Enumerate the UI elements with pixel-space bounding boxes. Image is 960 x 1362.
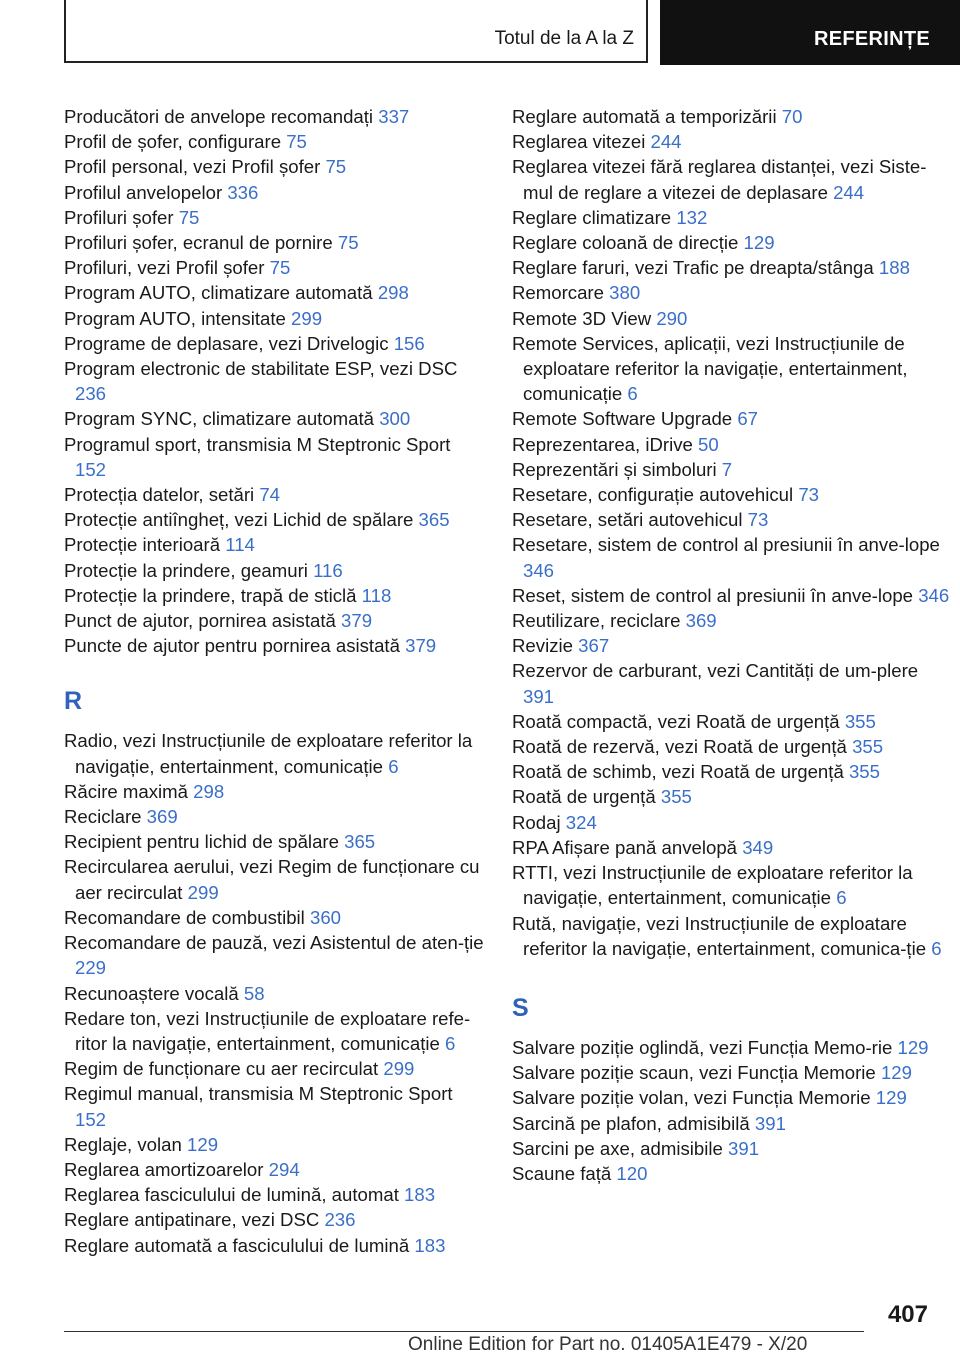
entry-text: Remote Services, aplicații, vezi Instrucțiunile de exploatare referitor la navigație, entertainment, comunicație bbox=[512, 332, 908, 405]
entry-page-link[interactable]: 70 bbox=[781, 106, 803, 127]
entry-page-link[interactable]: 391 bbox=[523, 685, 555, 707]
index-entry bbox=[512, 532, 952, 582]
entry-page-link[interactable]: 294 bbox=[268, 1158, 300, 1180]
index-group-r bbox=[64, 728, 484, 1257]
index-entry bbox=[64, 205, 484, 230]
index-entry bbox=[512, 734, 952, 759]
entry-page-link[interactable]: 183 bbox=[414, 1234, 446, 1256]
index-entry bbox=[64, 1081, 484, 1131]
entry-text: Rută, navigație, vezi Instrucțiunile de exploatare referitor la navigație, entertainment, comunica-ție bbox=[512, 912, 927, 959]
entry-text: Profiluri șofer bbox=[64, 206, 174, 228]
index-entry bbox=[64, 280, 484, 305]
index-entry bbox=[512, 810, 952, 835]
entry-page-link[interactable]: 229 bbox=[75, 957, 107, 979]
index-entry bbox=[64, 482, 484, 507]
entry-text: Rezervor de carburant, vezi Cantități de um-plere bbox=[512, 660, 919, 682]
entry-page-link[interactable]: 58 bbox=[243, 982, 265, 1004]
entry-page-link[interactable]: 73 bbox=[747, 509, 769, 531]
index-entry bbox=[512, 432, 952, 457]
entry-page-link[interactable]: 299 bbox=[383, 1058, 415, 1080]
entry-page-link[interactable]: 355 bbox=[852, 736, 884, 758]
index-entry bbox=[512, 104, 952, 129]
index-entry bbox=[512, 129, 952, 154]
entry-page-link[interactable]: 299 bbox=[291, 307, 323, 329]
entry-text: Reglare automată a fasciculului de lumină bbox=[64, 1234, 410, 1256]
entry-text: Program AUTO, intensitate bbox=[64, 307, 286, 329]
index-group-p bbox=[64, 104, 484, 658]
entry-page-link[interactable]: 7 bbox=[721, 458, 733, 480]
entry-page-link[interactable]: 67 bbox=[737, 408, 758, 430]
entry-page-link[interactable]: 379 bbox=[341, 610, 373, 632]
entry-page-link[interactable]: 6 bbox=[931, 937, 942, 959]
entry-text: Reglare antipatinare, vezi DSC bbox=[64, 1209, 320, 1231]
index-entry bbox=[512, 1060, 952, 1085]
index-entry bbox=[512, 759, 952, 784]
entry-text: Program electronic de stabilitate ESP, vezi DSC bbox=[64, 358, 458, 380]
entry-text: Roată de schimb, vezi Roată de urgență bbox=[512, 761, 844, 783]
entry-text: Reglaje, volan bbox=[64, 1133, 182, 1155]
index-entry bbox=[64, 1207, 484, 1232]
entry-page-link[interactable]: 132 bbox=[676, 206, 708, 228]
index-entry bbox=[64, 1132, 484, 1157]
entry-page-link[interactable]: 74 bbox=[259, 484, 281, 506]
index-group-s bbox=[512, 1035, 952, 1186]
entry-page-link[interactable]: 336 bbox=[227, 181, 259, 203]
entry-page-link[interactable]: 324 bbox=[565, 811, 597, 833]
index-entry bbox=[512, 860, 952, 910]
entry-page-link[interactable]: 188 bbox=[878, 257, 910, 279]
entry-text: Rodaj bbox=[512, 811, 561, 833]
entry-page-link[interactable]: 300 bbox=[379, 408, 411, 430]
entry-text: Roată de urgență bbox=[512, 786, 656, 808]
entry-text: Profiluri șofer, ecranul de pornire bbox=[64, 232, 333, 254]
index-column-right bbox=[512, 104, 952, 1186]
entry-page-link[interactable]: 116 bbox=[313, 559, 343, 581]
entry-page-link[interactable]: 365 bbox=[418, 509, 450, 531]
entry-page-link[interactable]: 114 bbox=[225, 534, 255, 556]
index-entry bbox=[64, 1056, 484, 1081]
entry-text: Protecție antiîngheț, vezi Lichid de spălare bbox=[64, 509, 414, 531]
entry-page-link[interactable]: 367 bbox=[578, 635, 610, 657]
entry-page-link[interactable]: 129 bbox=[875, 1087, 907, 1109]
entry-page-link[interactable]: 391 bbox=[728, 1137, 760, 1159]
entry-text: Program SYNC, climatizare automată bbox=[64, 408, 375, 430]
entry-page-link[interactable]: 244 bbox=[833, 181, 865, 203]
index-entry bbox=[64, 854, 484, 904]
entry-page-link[interactable]: 369 bbox=[685, 610, 717, 632]
entry-text: Reglare automată a temporizării bbox=[512, 106, 777, 127]
index-entry bbox=[512, 255, 952, 280]
entry-text: Regimul manual, transmisia M Steptronic Sport bbox=[64, 1083, 453, 1105]
entry-page-link[interactable]: 152 bbox=[75, 1108, 107, 1130]
entry-text: Punct de ajutor, pornirea asistată bbox=[64, 610, 336, 632]
index-entry bbox=[512, 1161, 952, 1186]
index-entry bbox=[512, 507, 952, 532]
footer-divider bbox=[64, 1331, 864, 1332]
footer-edition: Online Edition for Part no. 01405A1E479 - X/20 bbox=[408, 1334, 808, 1355]
entry-page-link[interactable]: 129 bbox=[880, 1062, 912, 1084]
entry-page-link[interactable]: 75 bbox=[178, 206, 200, 228]
index-entry bbox=[512, 583, 952, 608]
entry-text: Recircularea aerului, vezi Regim de funcționare cu aer recirculat bbox=[64, 856, 480, 903]
entry-page-link[interactable]: 118 bbox=[361, 584, 392, 606]
entry-text: Remorcare bbox=[512, 282, 604, 304]
index-entry bbox=[64, 1006, 484, 1056]
entry-text: RPA Afișare pană anvelopă bbox=[512, 836, 738, 858]
index-entry bbox=[512, 835, 952, 860]
entry-page-link[interactable]: 236 bbox=[75, 383, 107, 405]
entry-text: Revizie bbox=[512, 635, 573, 657]
entry-text: Sarcină pe plafon, admisibilă bbox=[512, 1112, 750, 1134]
index-entry bbox=[64, 104, 484, 129]
entry-text: Profiluri, vezi Profil șofer bbox=[64, 257, 265, 279]
entry-page-link[interactable]: 6 bbox=[445, 1032, 456, 1054]
entry-page-link[interactable]: 75 bbox=[337, 232, 359, 254]
entry-page-link[interactable]: 365 bbox=[344, 831, 376, 853]
entry-text: Profil personal, vezi Profil șofer bbox=[64, 156, 321, 178]
entry-text: Reglare climatizare bbox=[512, 206, 672, 228]
index-entry bbox=[64, 633, 484, 658]
entry-page-link[interactable]: 346 bbox=[523, 559, 555, 581]
index-entry bbox=[512, 406, 952, 431]
index-entry bbox=[512, 331, 952, 407]
index-entry bbox=[64, 779, 484, 804]
index-entry bbox=[512, 457, 952, 482]
index-entry bbox=[64, 558, 484, 583]
entry-page-link[interactable]: 355 bbox=[848, 761, 880, 783]
entry-page-link[interactable]: 183 bbox=[404, 1184, 436, 1206]
entry-page-link[interactable]: 299 bbox=[187, 881, 219, 903]
entry-text: Protecție la prindere, trapă de sticlă bbox=[64, 584, 357, 606]
index-entry bbox=[512, 230, 952, 255]
index-entry bbox=[64, 829, 484, 854]
entry-text: Răcire maximă bbox=[64, 780, 188, 802]
entry-page-link[interactable]: 379 bbox=[405, 635, 437, 657]
entry-page-link[interactable]: 391 bbox=[754, 1112, 786, 1134]
entry-text: Reset, sistem de control al presiunii în anve-lope bbox=[512, 584, 914, 606]
index-entry bbox=[512, 154, 952, 204]
entry-page-link[interactable]: 75 bbox=[286, 131, 307, 153]
index-entry bbox=[512, 911, 952, 961]
entry-page-link[interactable]: 298 bbox=[377, 282, 409, 304]
index-entry bbox=[64, 255, 484, 280]
entry-text: Resetare, configurație autovehicul bbox=[512, 484, 794, 506]
entry-page-link[interactable]: 355 bbox=[660, 786, 692, 808]
page-number: 407 bbox=[887, 1301, 928, 1328]
section-title: Totul de la A la Z bbox=[494, 28, 634, 49]
index-entry bbox=[64, 306, 484, 331]
entry-text: Regim de funcționare cu aer recirculat bbox=[64, 1058, 379, 1080]
entry-text: Reglare faruri, vezi Trafic pe dreapta/stânga bbox=[512, 257, 874, 279]
entry-text: Roată de rezervă, vezi Roată de urgență bbox=[512, 736, 847, 758]
index-entry bbox=[64, 804, 484, 829]
entry-text: Reglarea fasciculului de lumină, automat bbox=[64, 1184, 399, 1206]
index-entry bbox=[64, 432, 484, 482]
entry-page-link[interactable]: 73 bbox=[798, 484, 819, 506]
entry-text: Reglare coloană de direcție bbox=[512, 232, 739, 254]
index-entry bbox=[64, 728, 484, 778]
index-entry bbox=[512, 482, 952, 507]
entry-text: Protecția datelor, setări bbox=[64, 484, 255, 506]
entry-page-link[interactable]: 290 bbox=[656, 307, 688, 329]
index-entry bbox=[64, 180, 484, 205]
entry-text: Recomandare de combustibil bbox=[64, 906, 305, 928]
entry-text: Remote 3D View bbox=[512, 307, 652, 329]
entry-text: Salvare poziție volan, vezi Funcția Memorie bbox=[512, 1087, 871, 1109]
entry-text: Profil de șofer, configurare bbox=[64, 131, 282, 153]
entry-page-link[interactable]: 337 bbox=[378, 106, 410, 127]
index-entry bbox=[512, 633, 952, 658]
entry-text: Reprezentarea, iDrive bbox=[512, 433, 693, 455]
entry-text: Reprezentări și simboluri bbox=[512, 458, 717, 480]
entry-page-link[interactable]: 129 bbox=[187, 1133, 219, 1155]
entry-text: Scaune față bbox=[512, 1162, 612, 1184]
index-entry bbox=[64, 507, 484, 532]
index-entry bbox=[512, 709, 952, 734]
index-entry bbox=[64, 930, 484, 980]
entry-text: Reglarea amortizoarelor bbox=[64, 1158, 264, 1180]
index-letter-r: R bbox=[64, 687, 83, 716]
entry-page-link[interactable]: 369 bbox=[146, 806, 178, 828]
index-entry bbox=[512, 306, 952, 331]
index-entry bbox=[64, 905, 484, 930]
entry-page-link[interactable]: 244 bbox=[650, 131, 682, 153]
index-entry bbox=[512, 1111, 952, 1136]
entry-text: Puncte de ajutor pentru pornirea asistată bbox=[64, 635, 400, 657]
entry-page-link[interactable]: 355 bbox=[844, 710, 876, 732]
entry-page-link[interactable]: 152 bbox=[75, 458, 107, 480]
index-entry bbox=[64, 608, 484, 633]
entry-text: Program AUTO, climatizare automată bbox=[64, 282, 373, 304]
index-entry bbox=[64, 981, 484, 1006]
entry-text: Resetare, sistem de control al presiunii în anve-lope bbox=[512, 534, 940, 556]
entry-page-link[interactable]: 129 bbox=[743, 232, 775, 254]
entry-text: Recipient pentru lichid de spălare bbox=[64, 831, 339, 853]
entry-page-link[interactable]: 75 bbox=[269, 257, 291, 279]
entry-text: Protecție la prindere, geamuri bbox=[64, 559, 308, 581]
entry-text: Producători de anvelope recomandați bbox=[64, 106, 374, 127]
index-entry bbox=[64, 230, 484, 255]
entry-page-link[interactable]: 380 bbox=[609, 282, 641, 304]
entry-page-link[interactable]: 349 bbox=[742, 836, 774, 858]
index-entry bbox=[64, 356, 484, 406]
entry-text: Protecție interioară bbox=[64, 534, 221, 556]
entry-text: Reglarea vitezei fără reglarea distanței, vezi Siste-mul de reglare a vitezei de deplasare bbox=[512, 156, 927, 203]
entry-page-link[interactable]: 129 bbox=[897, 1036, 929, 1058]
entry-text: Radio, vezi Instrucțiunile de exploatare referitor la navigație, entertainment, comunicație bbox=[64, 730, 473, 777]
index-entry bbox=[512, 280, 952, 305]
index-letter-s: S bbox=[512, 993, 529, 1022]
entry-text: Profilul anvelopelor bbox=[64, 181, 223, 203]
entry-text: Redare ton, vezi Instrucțiunile de exploatare refe-ritor la navigație, entertainment, comunicație bbox=[64, 1007, 471, 1054]
entry-page-link[interactable]: 156 bbox=[393, 332, 425, 354]
entry-page-link[interactable]: 6 bbox=[388, 755, 399, 777]
index-entry bbox=[512, 1035, 952, 1060]
index-entry bbox=[512, 608, 952, 633]
entry-text: Recomandare de pauză, vezi Asistentul de aten-ție bbox=[64, 932, 484, 954]
chapter-title: REFERINȚE bbox=[813, 28, 930, 50]
entry-text: Roată compactă, vezi Roată de urgență bbox=[512, 710, 840, 732]
entry-page-link[interactable]: 50 bbox=[698, 433, 719, 455]
index-entry bbox=[64, 1182, 484, 1207]
index-entry bbox=[64, 331, 484, 356]
entry-text: Reutilizare, reciclare bbox=[512, 610, 681, 632]
entry-page-link[interactable]: 298 bbox=[193, 780, 225, 802]
entry-text: Resetare, setări autovehicul bbox=[512, 509, 743, 531]
entry-text: RTTI, vezi Instrucțiunile de exploatare referitor la navigație, entertainment, comunicație bbox=[512, 862, 913, 909]
entry-page-link[interactable]: 360 bbox=[309, 906, 342, 928]
entry-page-link[interactable]: 6 bbox=[627, 383, 638, 405]
entry-text: Reglarea vitezei bbox=[512, 131, 646, 153]
index-entry bbox=[64, 154, 484, 179]
index-group-r-cont bbox=[512, 104, 952, 961]
entry-text: Reciclare bbox=[64, 806, 142, 828]
entry-page-link[interactable]: 6 bbox=[836, 887, 847, 909]
entry-page-link[interactable]: 346 bbox=[918, 584, 950, 606]
entry-text: Programe de deplasare, vezi Drivelogic bbox=[64, 332, 389, 354]
index-column-left bbox=[64, 104, 484, 1258]
index-entry bbox=[64, 532, 484, 557]
entry-text: Sarcini pe axe, admisibile bbox=[512, 1137, 723, 1159]
entry-text: Programul sport, transmisia M Steptronic Sport bbox=[64, 433, 451, 455]
index-entry bbox=[512, 658, 952, 708]
entry-page-link[interactable]: 120 bbox=[616, 1162, 648, 1184]
index-entry bbox=[64, 129, 484, 154]
index-entry bbox=[512, 1085, 952, 1110]
index-entry bbox=[512, 205, 952, 230]
index-entry bbox=[512, 1136, 952, 1161]
entry-page-link[interactable]: 236 bbox=[324, 1209, 356, 1231]
index-entry bbox=[64, 583, 484, 608]
index-entry bbox=[64, 1233, 484, 1258]
entry-text: Salvare poziție oglindă, vezi Funcția Memo-rie bbox=[512, 1036, 893, 1058]
entry-text: Remote Software Upgrade bbox=[512, 408, 733, 430]
entry-text: Salvare poziție scaun, vezi Funcția Memorie bbox=[512, 1062, 876, 1084]
entry-text: Recunoaștere vocală bbox=[64, 982, 239, 1004]
entry-page-link[interactable]: 75 bbox=[325, 156, 347, 178]
index-entry bbox=[64, 1157, 484, 1182]
index-entry bbox=[64, 406, 484, 431]
index-entry bbox=[512, 784, 952, 809]
